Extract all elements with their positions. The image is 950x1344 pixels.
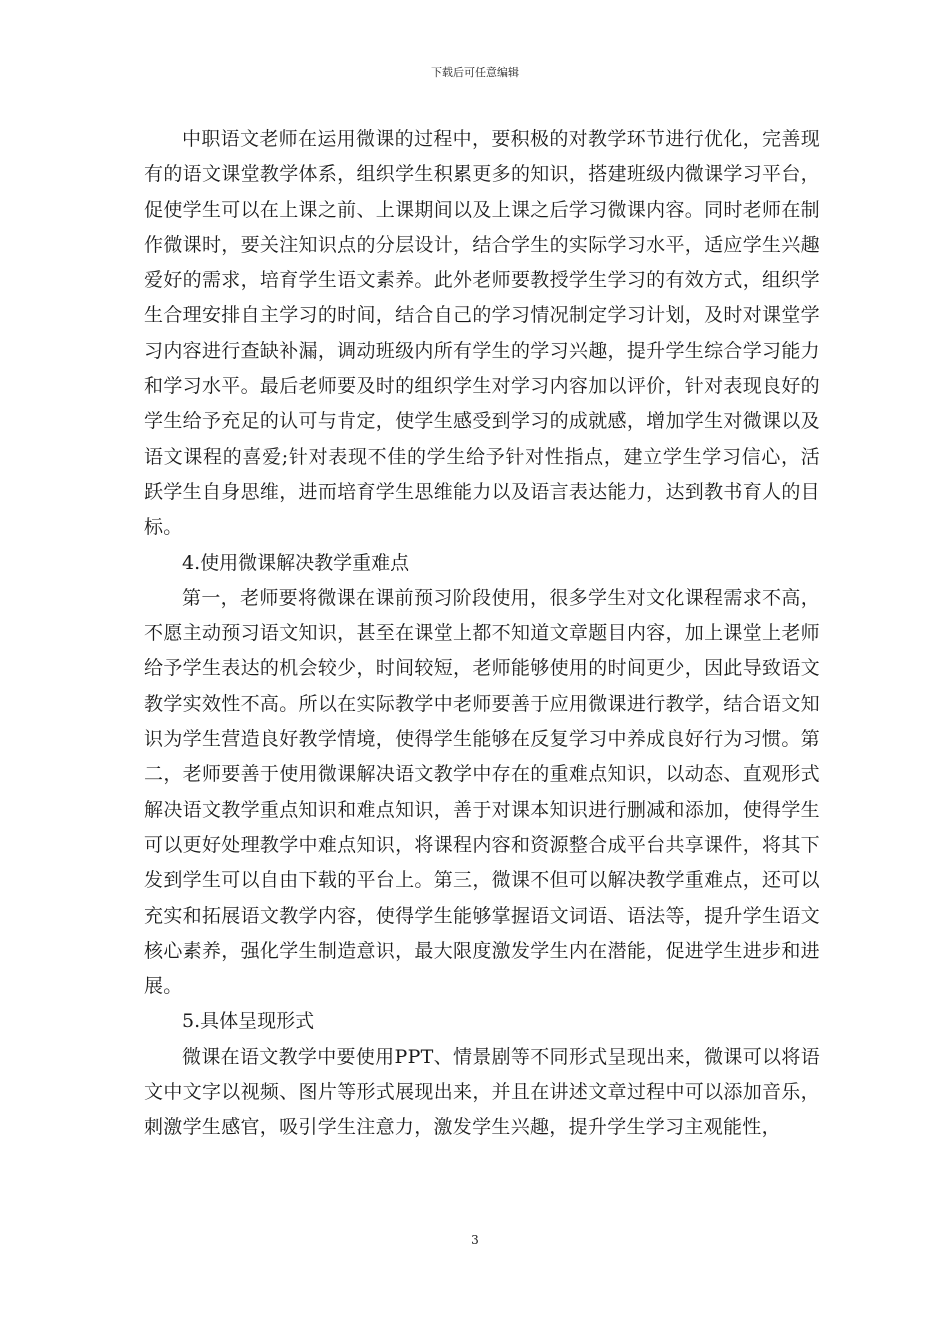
page-header: 下载后可任意编辑: [431, 66, 519, 79]
paragraph: 微课在语文教学中要使用PPT、情景剧等不同形式呈现出来，微课可以将语文中文字以视频、图片等形式展现出来，并且在讲述文章过程中可以添加音乐，刺激学生感官，吸引学生注意力，激发学生兴趣，提升学生学习主观能性，: [144, 1045, 820, 1139]
paragraph: 中职语文老师在运用微课的过程中，要积极的对教学环节进行优化，完善现有的语文课堂教学体系，组织学生积累更多的知识，搭建班级内微课学习平台，促使学生可以在上课之前、上课期间以及上课之后学习微课内容。同时老师在制作微课时，要关注知识点的分层设计，结合学生的实际学习水平，适应学生兴趣爱好的需求，培育学生语文素养。此外老师要教授学生学习的有效方式，组织学生合理安排自主学习的时间，结合自己的学习情况制定学习计划，及时对课堂学习内容进行查缺补漏，调动班级内所有学生的学习兴趣，提升学生综合学习能力和学习水平。最后老师要及时的组织学生对学习内容加以评价，针对表现良好的学生给予充足的认可与肯定，使学生感受到学习的成就感，增加学生对微课以及语文课程的喜爱;针对表现不佳的学生给予针对性指点，建立学生学习信心，活跃学生自身思维，进而培育学生思维能力以及语言表达能力，达到教书育人的目标。: [144, 128, 820, 539]
paragraph: 第一，老师要将微课在课前预习阶段使用，很多学生对文化课程需求不高，不愿主动预习语文知识，甚至在课堂上都不知道文章题目内容，加上课堂上老师给予学生表达的机会较少，时间较短，老师能够使用的时间更少，因此导致语文教学实效性不高。所以在实际教学中老师要善于应用微课进行教学，结合语文知识为学生营造良好教学情境，使得学生能够在反复学习中养成良好行为习惯。第二，老师要善于使用微课解决语文教学中存在的重难点知识，以动态、直观形式解决语文教学重点知识和难点知识，善于对课本知识进行删减和添加，使得学生可以更好处理教学中难点知识，将课程内容和资源整合成平台共享课件，将其下发到学生可以自由下载的平台上。第三，微课不但可以解决教学重难点，还可以充实和拓展语文教学内容，使得学生能够掌握语文词语、语法等，提升学生语文核心素养，强化学生制造意识，最大限度激发学生内在潜能，促进学生进步和进展。: [144, 586, 820, 998]
document-body: [144, 122, 820, 1146]
section-heading: 5.具体呈现形式: [182, 1010, 315, 1033]
section-heading: 4.使用微课解决教学重难点: [182, 551, 410, 574]
page-number: 3: [471, 1233, 479, 1247]
